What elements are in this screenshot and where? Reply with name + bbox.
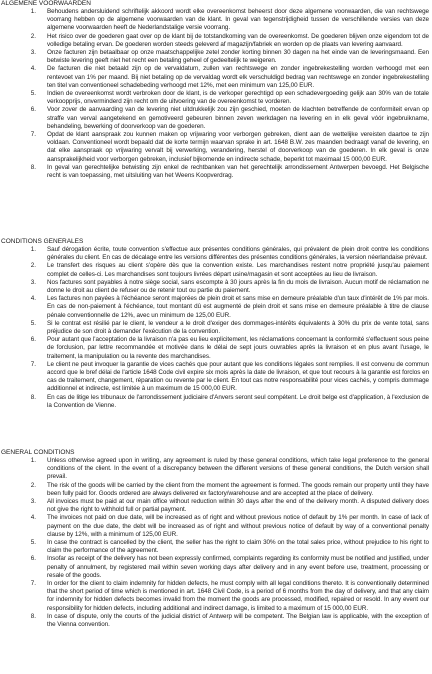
item-text: Onze facturen zijn betaalbaar op onze maatschappelijke zetel zonder korting binnen 30 dagen na het einde van de leveringsmaand. Een betwiste levering geeft niet het recht een betaling geheel of gedeeltelijk te weigeren. (47, 49, 429, 65)
section-dutch (1, 0, 429, 180)
list-item (1, 65, 429, 90)
list-item (1, 246, 429, 262)
section-title-french: CONDITIONS GENERALES (1, 238, 84, 245)
item-text: Indien de overeenkomst wordt verbroken door de klant, is de verkoper gerechtigd op een schadevergoeding gelijk aan 30% van de totale verkoopprijs, onverminderd zijn recht om de uitvoering van de overeenkomst te vorderen. (47, 90, 429, 106)
item-text: Le transfert des risques au client s'opère dès que la convention existe. Les marchandises restent notre propriété jusqu'au paiement complet de celles-ci. Les marchandises sont toujours livrées départ usine/magasin et sont acceptées au lieu de livraison. (47, 262, 429, 278)
list-item (1, 320, 429, 336)
item-text: Le client ne peut invoquer la garantie de vices cachés que pour autant que les conditions légales sont remplies. Il est convenu de commun accord que le bref délai de l'article 1648 Code civil expire six mois après la date de livraison, et que tout recours à la garantie est forclos en cas de traitement, changement, réparation ou revente par le client. En tout cas notre responsabilité pour vices cachés, y compris dommage additionnel et indirecte, est limitée à un maximum de 15 000,00 EUR. (47, 360, 429, 393)
list-item (1, 90, 429, 106)
list-item (1, 457, 429, 482)
item-number: 7. (30, 360, 36, 368)
terms-list-french (1, 246, 429, 410)
list-item (1, 106, 429, 131)
item-text: In geval van gerechtelijke betwisting zijn enkel de rechtbanken van het gerechtelijk arrondissement Antwerpen bevoegd. Het Belgische recht is van toepassing, met uitsluiting van het Weens Koopverdrag. (47, 163, 429, 180)
item-number: 3. (30, 49, 36, 57)
item-text: Si le contrat est résilié par le client, le vendeur a le droit d'exiger des dommages-intérêts équivalents à 30% du prix de vente total, sans préjudice de son droit à demander l'exécution de la convention. (47, 319, 429, 336)
list-item (1, 613, 429, 629)
item-number: 6. (30, 336, 36, 344)
list-item (1, 361, 429, 394)
item-text: Insofar as receipt of the delivery has not been expressly confirmed, complaints regarding its conformity must be notified and justified, under penalty of annulment, by registered mail within seven working days after delivery and in any event before use, treatment, processing or resale of the goods. (47, 555, 429, 579)
item-number: 2. (30, 481, 36, 489)
item-text: Voor zover de aanvaarding van de levering niet uitdrukkelijk zou zijn geschied, moeten de klachten betreffende de conformiteit ervan op straffe van verval aangetekend en gemotiveerd gebeuren binnen zeven werkdagen na levering en in elk geval vóór ingebruikname, behandeling, bewerking of doorverkoop van de goederen. (47, 106, 429, 130)
item-text: Nos factures sont payables à notre siège social, sans escompte à 30 jours après la fin du mois de livraison. Aucun motif de réclamation ne donne le droit au client de refuser ou de retenir tout ou partie du paiement. (47, 278, 429, 295)
section-title-english: GENERAL CONDITIONS (1, 449, 75, 456)
item-number: 1. (30, 8, 36, 15)
item-text: Sauf dérogation écrite, toute convention s'effectue aux présentes conditions générales, qui prévalent de plein droit contre les conditions générales du client. En cas de décalage entre les versions différentes des présentes conditions générales, la version néerlandaise prévaut. (47, 246, 429, 262)
list-item (1, 394, 429, 410)
item-number: 6. (30, 106, 36, 114)
list-item (1, 49, 429, 65)
item-text: Pour autant que l'acceptation de la livraison n'a pas eu lieu explicitement, les réclamations concernant la conformité s'effectuent sous peine de forclusion, par lettre recommandée et motivée dans le délai de sept jours ouvrables après la livraison et en plus avant l'usage, le traitement, la manipulation ou la revente des marchandises. (47, 336, 429, 360)
item-number: 7. (30, 131, 36, 139)
list-item (1, 580, 429, 613)
item-number: 1. (30, 457, 36, 464)
terms-list-english (1, 457, 429, 629)
item-number: 5. (30, 319, 36, 327)
item-text: Unless otherwise agreed upon in writing, any agreement is ruled by these general conditions, which take legal preference to the general conditions of the client. In the event of a discrepancy between the different versions of these general conditions, the Dutch version shall prevail. (47, 457, 429, 481)
list-item (1, 8, 429, 33)
section-title-dutch: ALGEMENE VOORWAARDEN (1, 0, 91, 7)
list-item (1, 295, 429, 320)
item-text: All invoices must be paid at our main office without reduction within 30 days after the end of the delivery month. A disputed delivery does not give the right to withhold full or partial payment. (47, 498, 429, 514)
list-item (1, 164, 429, 180)
item-text: In case of dispute, only the courts of the judicial district of Antwerp will be competent. The Belgian law is applicable, with the exception of the Vienna convention. (47, 612, 429, 629)
item-number: 2. (30, 32, 36, 40)
list-item (1, 262, 429, 278)
item-text: The risk of the goods will be carried by the client from the moment the agreement is formed. The goods remain our property until they have been fully paid for. Goods ordered are always delivered ex factory/warehouse and are accepted at the place of delivery. (47, 481, 429, 497)
item-number: 4. (30, 65, 36, 73)
item-number: 4. (30, 295, 36, 303)
list-item (1, 555, 429, 580)
item-number: 3. (30, 278, 36, 286)
item-number: 1. (30, 246, 36, 253)
list-item (1, 336, 429, 361)
item-text: In order for the client to claim indemnity for hidden defects, he must comply with all legal conditions thereto. It is conventionally determined that the short period of time which is mentioned in art. 1648 Civil Code, is a period of 6 months from the day of delivery, and that any claim for indemnity for hidden defects becomes invalid from the moment the goods are processed, modified, repaired or resold. In any event our responsibility for hidden defects, including additional and indirect damage, is limited to a maximum of 15 000,00 EUR. (47, 580, 429, 612)
item-number: 8. (30, 163, 36, 171)
item-text: Het risico over de goederen gaat over op de klant bij de totstandkoming van de overeenkomst. De goederen blijven onze eigendom tot de volledige betaling ervan. De goederen worden steeds geleverd af magazijn/fabriek en worden op de plaats van levering aanvaard. (47, 32, 429, 48)
item-number: 4. (30, 514, 36, 522)
section-english (1, 449, 429, 629)
item-text: Behoudens andersluidend schriftelijk akkoord wordt elke overeenkomst beheerst door deze algemene voorwaarden, die van rechtswege voorrang hebben op de algemene voorwaarden van de klant. In geval van tegenstrijdigheid tussen de verschillende versies van deze algemene voorwaarden heeft de Nederlandstalige versie voorrang. (47, 8, 429, 32)
item-number: 3. (30, 498, 36, 506)
item-text: In case the contract is cancelled by the client, the seller has the right to claim 30% on the total sales price, without prejudice to his right to claim the performance of the agreement. (47, 539, 429, 555)
item-number: 8. (30, 393, 36, 401)
item-text: Les factures non payées à l'échéance seront majorées de plein droit et sans mise en demeure préalable d'un taux d'intérêt de 1% par mois. En cas de non-paiement à l'échéance, tout montant dû est augmenté de plein droit et sans mise en demeure préalable à titre de clause pénale conventionnelle de 12%, avec un minimum de 125,00 EUR. (47, 295, 429, 319)
list-item (1, 33, 429, 49)
list-item (1, 498, 429, 514)
list-item (1, 539, 429, 555)
list-item (1, 279, 429, 295)
list-item (1, 482, 429, 498)
section-french (1, 238, 429, 410)
item-number: 5. (30, 90, 36, 98)
item-number: 8. (30, 612, 36, 620)
list-item (1, 131, 429, 164)
item-number: 7. (30, 580, 36, 588)
item-number: 5. (30, 539, 36, 547)
item-number: 6. (30, 555, 36, 563)
list-item (1, 514, 429, 539)
item-text: The invoices not paid on due date, will be increased as of right and without previous notice of default by 1% per month. In case of lack of payment on the due date, the debt will be increased as of right and without previous notice of default by way of a conventional penalty clause by 12%, with a minimum of 125,00 EUR. (47, 514, 429, 538)
item-text: En cas de litige les tribunaux de l'arrondissement judiciaire d'Anvers seront seul compétent. Le droit belge est d'application, à l'exclusion de la Convention de Vienne. (47, 393, 429, 409)
item-number: 2. (30, 262, 36, 270)
terms-list-dutch (1, 8, 429, 180)
item-text: Opdat de klant aanspraak zou kunnen maken op vrijwaring voor verborgen gebreken, dient aan de wettelijke vereisten daartoe te zijn voldaan. Conventioneel wordt bepaald dat de korte termijn waarvan sprake in art. 1648 B.W. zes maanden bedraagt vanaf de levering, en dat elke aanspraak op vrijwaring vervalt bij verwerking, verandering, herstel of doorverkoop van de goederen. In elk geval is onze aansprakelijkheid voor verborgen gebreken, inclusief bijkomende en indirecte schade, beperkt tot maximaal 15 000,00 EUR. (47, 131, 429, 163)
item-text: De facturen die niet betaald zijn op de vervaldatum, zullen van rechtswege en zonder ingebrekestelling worden verhoogd met een rentevoet van 1% per maand. Bij niet betaling op de vervaldag wordt elk verschuldigd bedrag van rechtswege en zonder ingebrekestelling ten titel van conventioneel schadebeding verhoogd met 12%, met een minimum van 125,00 EUR. (47, 65, 429, 89)
